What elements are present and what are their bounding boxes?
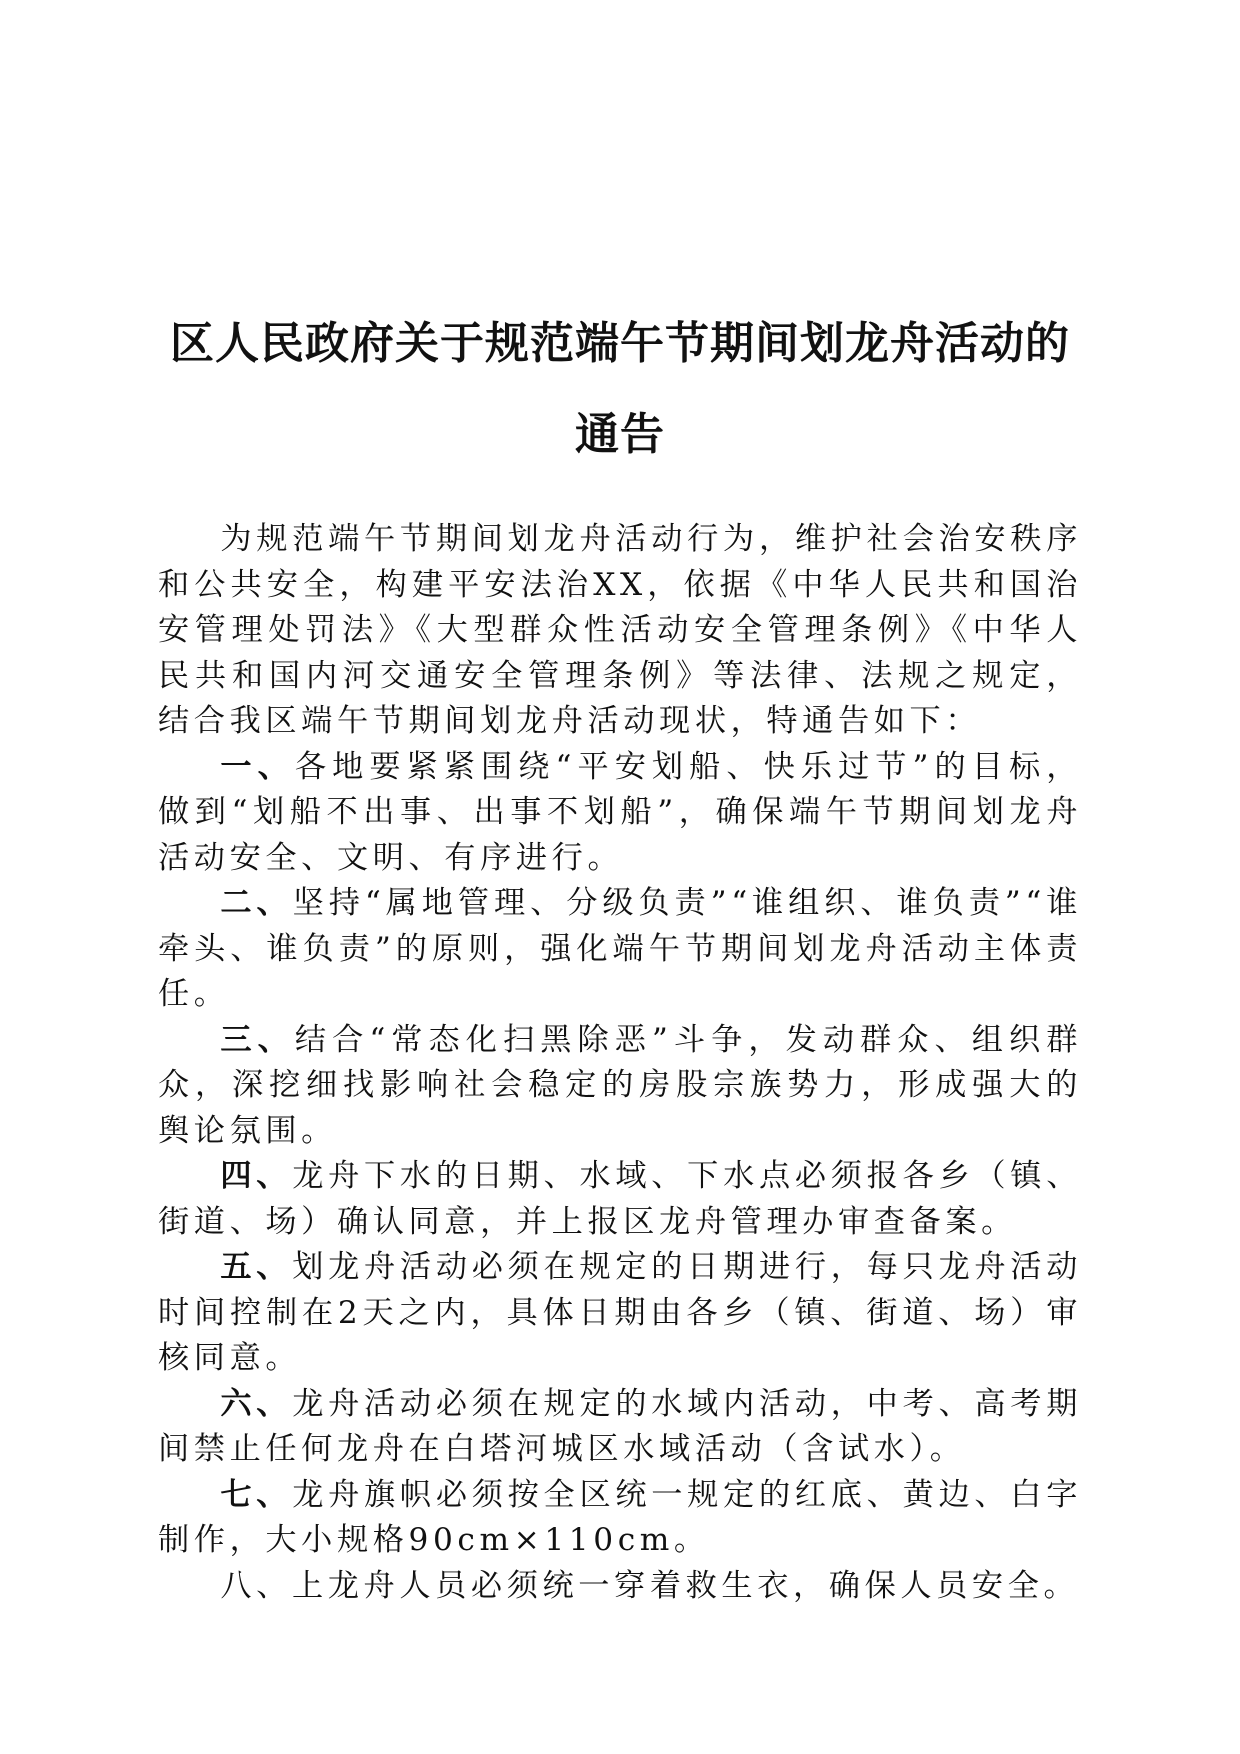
clause-5 [158,1245,1082,1382]
clause-number: 二、 [220,885,293,921]
clause-number: 四、 [220,1158,293,1194]
clause-number: 八、 [220,1567,292,1604]
clause-4 [158,1154,1082,1245]
clause-text: 龙舟旗帜必须按全区统一规定的红底、黄边、白字制作，大小规格90cm×110cm。 [158,1476,1082,1558]
clause-text: 各地要紧紧围绕“平安划船、快乐过节”的目标，做到“划船不出事、出事不划船”，确保端午节期间划龙舟活动安全、文明、有序进行。 [158,748,1082,876]
clause-number: 三、 [220,1021,295,1058]
clause-number: 七、 [220,1476,293,1513]
clause-1 [158,745,1082,882]
clause-2 [158,881,1082,1018]
intro-paragraph: 为规范端午节期间划龙舟活动行为，维护社会治安秩序和公共安全，构建平安法治XX，依据《中华人民共和国治安管理处罚法》《大型群众性活动安全管理条例》《中华人民共和国内河交通安全管理条例》等法律、法规之规定，结合我区端午节期间划龙舟活动现状，特通告如下： [158,521,1082,739]
clause-text: 龙舟下水的日期、水域、下水点必须报各乡（镇、街道、场）确认同意，并上报区龙舟管理办审查备案。 [158,1158,1082,1240]
clause-7 [158,1473,1082,1564]
document-body [158,517,1082,1609]
clause-text: 划龙舟活动必须在规定的日期进行，每只龙舟活动时间控制在2天之内，具体日期由各乡（镇、街道、场）审核同意。 [158,1249,1082,1376]
clause-6 [158,1382,1082,1473]
clause-text: 上龙舟人员必须统一穿着救生衣，确保人员安全。 [291,1567,1080,1604]
clause-number: 一、 [220,748,295,785]
clause-text: 龙舟活动必须在规定的水域内活动，中考、高考期间禁止任何龙舟在白塔河城区水域活动（含试水）。 [158,1385,1082,1467]
document-title: 区人民政府关于规范端午节期间划龙舟活动的通告 [170,318,1070,460]
clause-text: 坚持“属地管理、分级负责”“谁组织、谁负责”“谁牵头、谁负责”的原则，强化端午节期间划龙舟活动主体责任。 [158,885,1082,1012]
clause-number: 六、 [220,1385,293,1422]
clause-8 [158,1564,1082,1610]
clause-text: 结合“常态化扫黑除恶”斗争，发动群众、组织群众，深挖细找影响社会稳定的房股宗族势力，形成强大的舆论氛围。 [158,1021,1082,1149]
clause-3 [158,1018,1082,1155]
clause-number: 五、 [220,1249,293,1285]
